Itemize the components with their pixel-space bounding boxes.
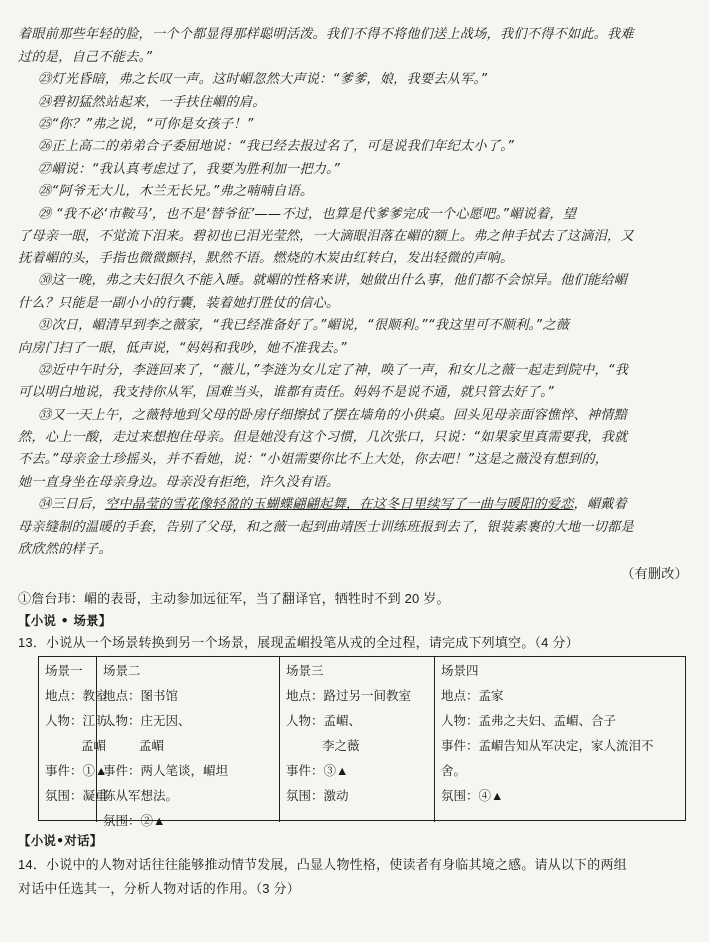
story-line: 着眼前那些年轻的脸，一个个都显得那样聪明活泼。我们不得不将他们送上战场，我们不得不如此。我难 <box>18 27 634 42</box>
paragraph-30-cont: 什么？只能是一副小小的行囊，装着她打胜仗的信心。 <box>18 296 340 311</box>
scene-3-title: 场景三 <box>286 664 324 678</box>
scene-4-place: 地点：孟家 <box>441 689 504 703</box>
footnote: ①詹台玮：嵋的表哥，主动参加远征军，当了翻译官，牺牲时不到 20 岁。 <box>18 591 450 606</box>
paragraph-34 <box>38 496 709 513</box>
paragraph-26: ㉖正上高二的弟弟合子委屈地说：“我已经去报过名了，可是说我们年纪太小了。” <box>38 139 515 154</box>
scene-3-people-cont: 李之薇 <box>322 739 360 753</box>
scene-3-column <box>280 657 435 822</box>
paragraph-30: ㉚这一晚，弗之夫妇很久不能入睡。就嵋的性格来讲，她做出什么事，他们都不会惊异。他们能给嵋 <box>38 273 628 288</box>
paragraph-29-cont: 抚着嵋的头，手指也微微颤抖，默然不语。燃烧的木炭由红转白，发出轻微的声响。 <box>18 251 514 266</box>
scene-1-event: 事件：①▲ <box>45 764 108 778</box>
scene-2-event: 事件：两人笔谈，嵋坦 <box>103 764 229 778</box>
paragraph-31-cont: 向房门扫了一眼，低声说，“妈妈和我吵，她不准我去。” <box>18 341 347 356</box>
scene-2-place: 地点：图书馆 <box>103 689 179 703</box>
scene-4-event: 事件：孟嵋告知从军决定，家人流泪不 <box>441 739 654 753</box>
scene-4-people: 人物：孟弗之夫妇、孟嵋、合子 <box>441 714 617 728</box>
paragraph-27: ㉗嵋说：“我认真考虑过了，我要为胜利加一把力。” <box>38 162 340 177</box>
scene-1-column <box>39 657 121 822</box>
paragraph-32: ㉜近中午时分，李涟回来了，“薇儿，”李涟为女儿定了神，唤了一声，和女儿之薇一起走到院中，“我 <box>38 363 629 378</box>
paragraph-25: ㉕“你？”弗之说，“可你是女孩子！” <box>38 117 254 132</box>
paragraph-33-cont: 不去。”母亲金士珍摇头，并不看她，说：“小姐需要你比不上大处，你去吧！”这是之薇没有想到的， <box>18 452 609 467</box>
scene-3-people: 人物：孟嵋、 <box>286 714 362 728</box>
scene-2-people-cont: 孟嵋 <box>139 739 165 753</box>
scene-1-people-cont: 孟嵋 <box>81 739 107 753</box>
question-14-cont: 对话中任选其一，分析人物对话的作用。（3 分） <box>18 881 300 896</box>
scene-2-title: 场景二 <box>103 664 141 678</box>
question-14: 14．小说中的人物对话往往能够推动情节发展，凸显人物性格，使读者有身临其境之感。请从以下的两组 <box>18 857 627 872</box>
scene-4-mood: 氛围：④▲ <box>441 789 504 803</box>
scene-1-title: 场景一 <box>45 664 83 678</box>
scene-4-column <box>435 657 685 822</box>
scene-table <box>38 656 686 828</box>
paragraph-24: ㉔碧初猛然站起来，一手扶住嵋的肩。 <box>38 95 266 110</box>
paragraph-33-cont: 然，心上一酸，走过来想抱住母亲。但是她没有这个习惯，几次张口，只说：“如果家里真需要我，我就 <box>18 430 628 445</box>
scene-1-mood: 氛围：凝重 <box>45 789 108 803</box>
scene-1-place: 地点：教室 <box>45 689 108 703</box>
scene-2-mood: 氛围：②▲ <box>103 814 166 828</box>
scene-1-people: 人物：江昉、 <box>45 714 121 728</box>
paragraph-33-cont: 她一直身坐在母亲身边。母亲没有拒绝，许久没有语。 <box>18 475 340 490</box>
scene-3-mood: 氛围：激动 <box>286 789 349 803</box>
paragraph-29-cont: 了母亲一眼，不觉流下泪来。碧初也已泪光莹然，一大滴眼泪落在嵋的额上。弗之伸手拭去了这滴泪，又 <box>18 229 634 244</box>
section-heading-dialogue: 【小说•对话】 <box>18 833 103 848</box>
paragraph-34-cont: 母亲缝制的温暖的手套，告别了父母，和之薇一起到曲靖医士训练班报到去了，银装素裹的大地一切都是 <box>18 520 634 535</box>
scene-2-people: 人物：庄无因、 <box>103 714 191 728</box>
scene-4-title: 场景四 <box>441 664 479 678</box>
underlined-sentence: 空中晶莹的雪花像轻盈的玉蝴蝶翩翩起舞，在这冬日里续写了一曲与暖阳的爱恋 <box>104 497 574 512</box>
scene-2-event-cont: 陈从军想法。 <box>103 789 179 803</box>
paragraph-28: ㉘“阿爷无大儿，木兰无长兄。”弗之喃喃自语。 <box>38 184 314 199</box>
scene-3-place: 地点：路过另一间教室 <box>286 689 412 703</box>
scene-4-event-cont: 舍。 <box>441 764 467 778</box>
paragraph-23: ㉓灯光昏暗，弗之长叹一声。这时嵋忽然大声说：“爹爹，娘，我要去从军。” <box>38 72 488 87</box>
question-13: 13．小说从一个场景转换到另一个场景，展现孟嵋投笔从戎的全过程，请完成下列填空。（4 分） <box>18 635 579 650</box>
section-heading-scene: 【小说 • 场景】 <box>18 613 112 628</box>
paragraph-31: ㉛次日，嵋清早到李之薇家，“我已经准备好了。”嵋说，“很顺利。”“我这里可不顺利。”之薇 <box>38 318 570 333</box>
paragraph-29: ㉙ “我不必‘市鞍马’，也不是‘替爷征’——不过，也算是代爹爹完成一个心愿吧。”嵋说着，望 <box>38 207 577 222</box>
paragraph-34-start: ㉞三日后， <box>38 497 105 512</box>
paragraph-34-end: ，嵋戴着 <box>573 497 628 512</box>
source-note: （有删改） <box>621 567 688 582</box>
scene-2-column <box>97 657 280 828</box>
paragraph-33: ㉝又一天上午，之薇特地到父母的卧房仔细擦拭了摆在墙角的小供桌。回头见母亲面容憔悴、神情黯 <box>38 408 628 423</box>
paragraph-32-cont: 可以明白地说，我支持你从军，国难当头，谁都有责任。妈妈不是说不通，就只管去好了。” <box>18 385 554 400</box>
paragraph-34-cont: 欣欣然的样子。 <box>18 542 112 557</box>
scene-3-event: 事件：③▲ <box>286 764 349 778</box>
story-line: 过的是，自己不能去。” <box>18 50 153 65</box>
